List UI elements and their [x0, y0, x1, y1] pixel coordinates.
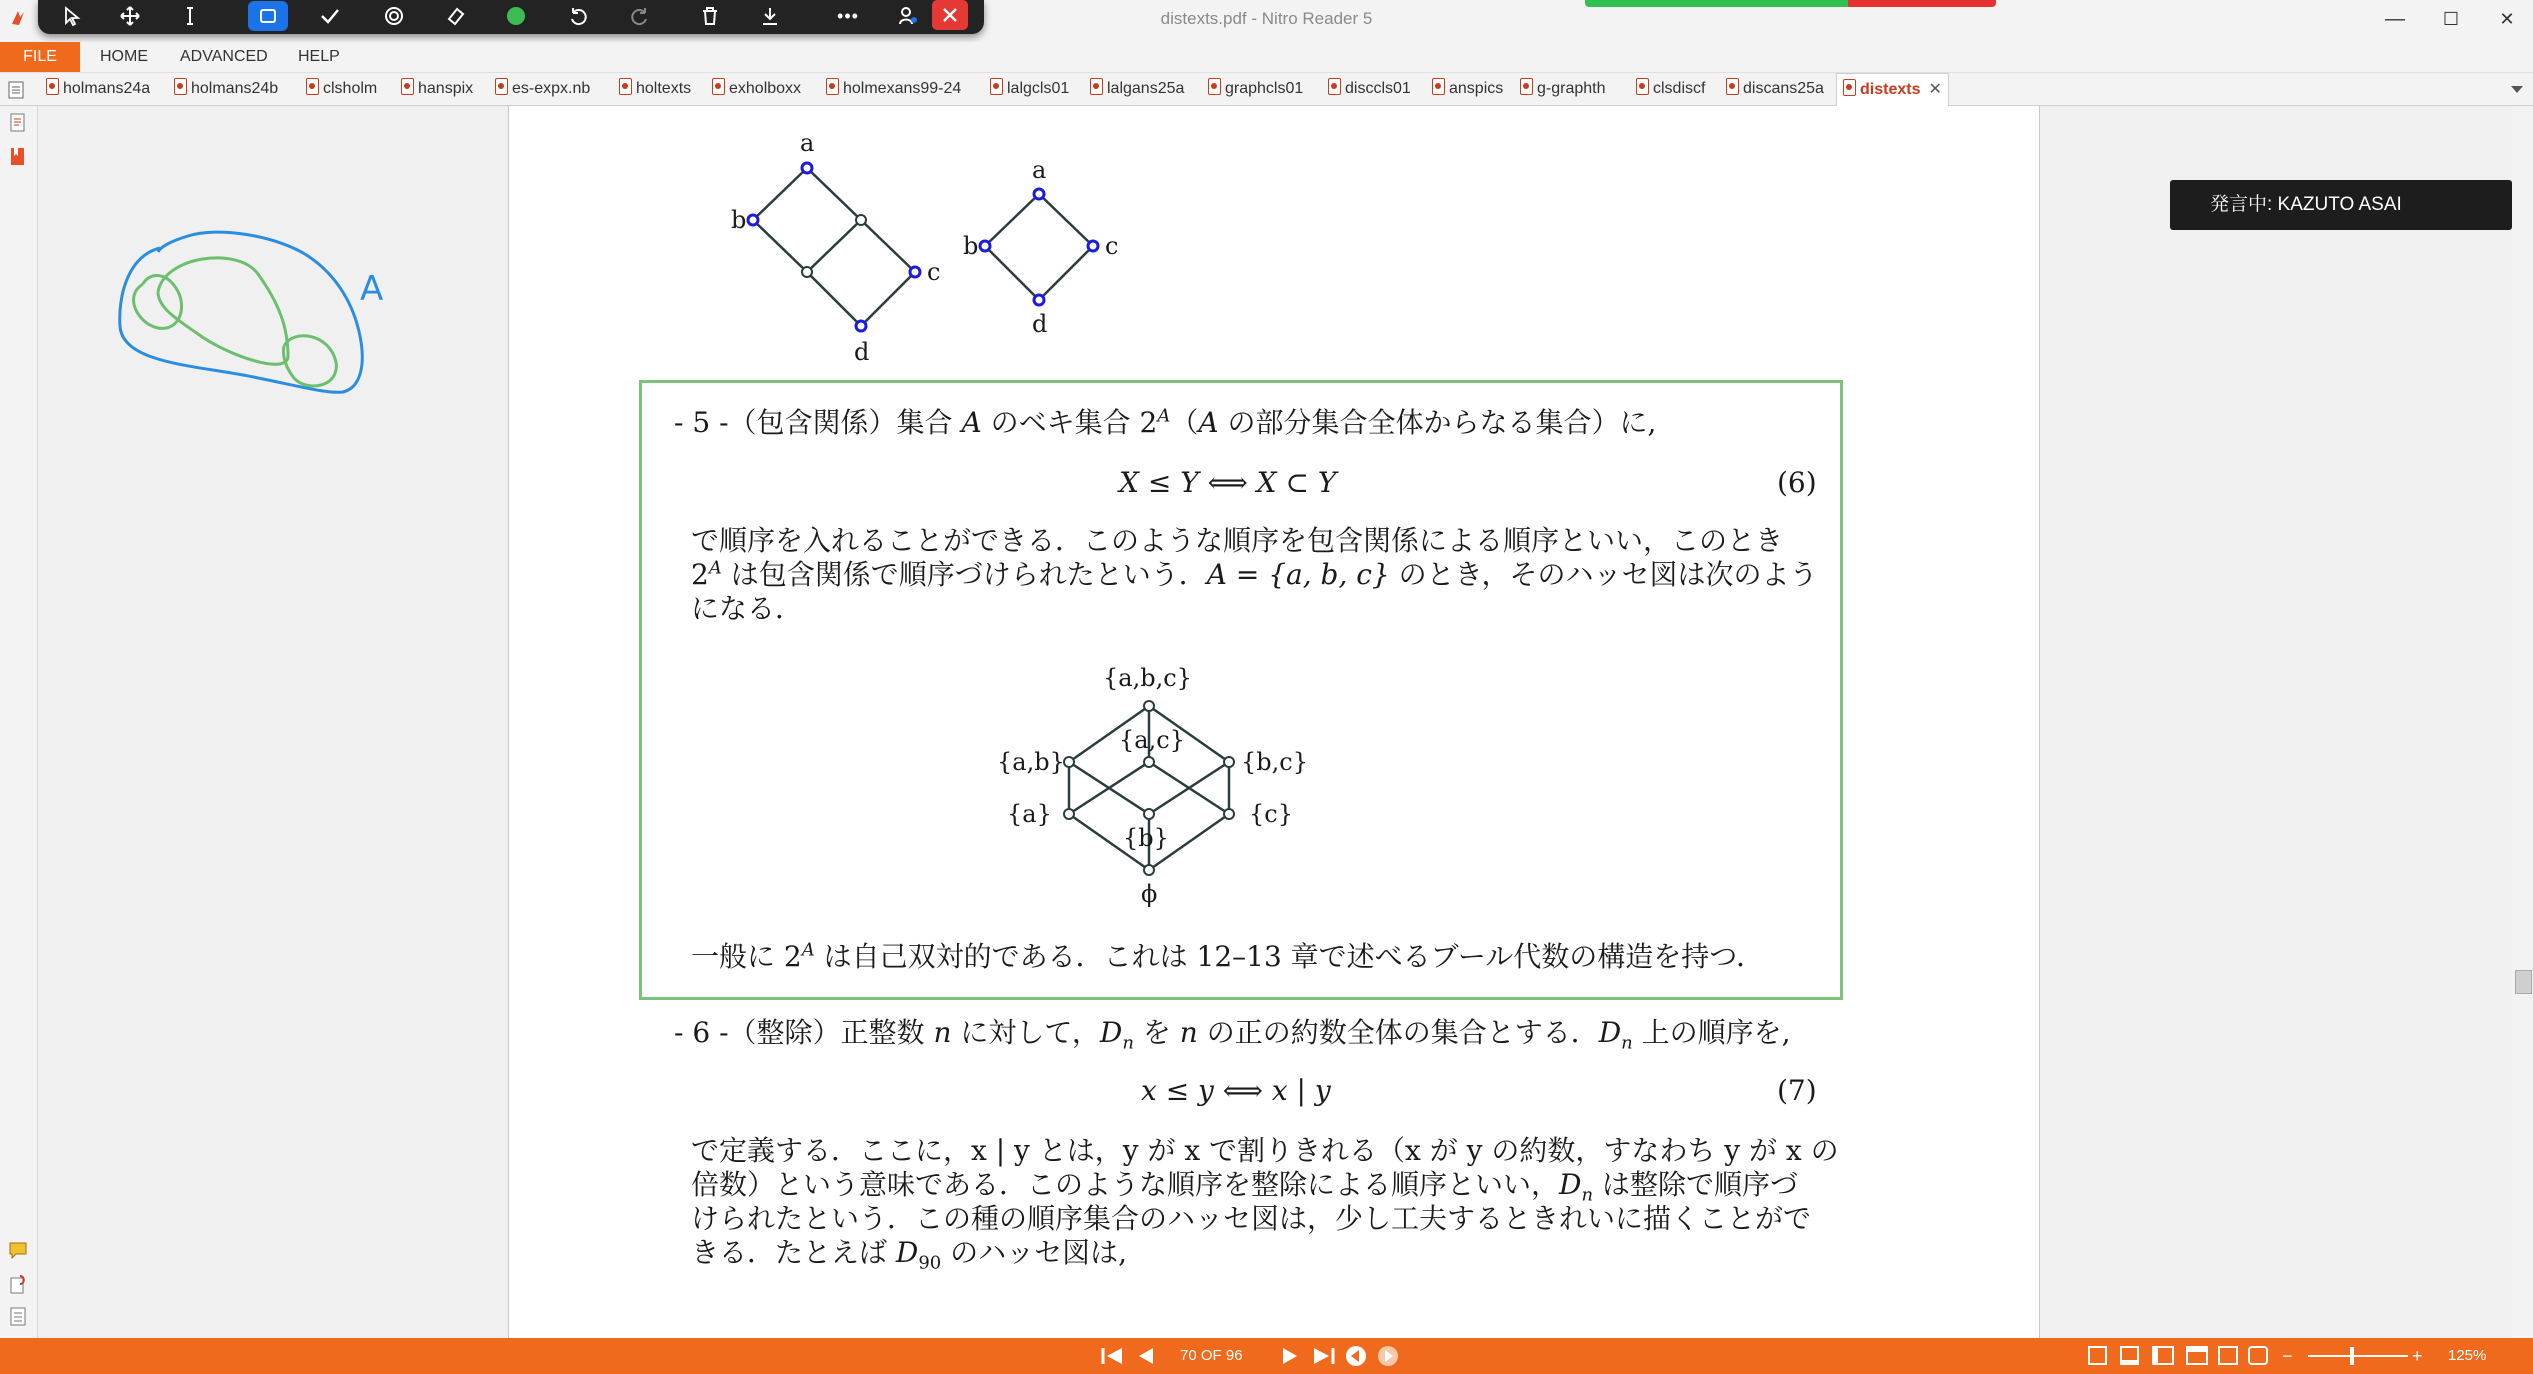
last-page-icon[interactable]	[1310, 1344, 1336, 1368]
subset-circle-3	[283, 336, 336, 386]
rectangle-icon[interactable]	[248, 1, 288, 31]
tab-clsdiscf[interactable]: clsdiscf	[1636, 73, 1705, 105]
zoom-slider[interactable]	[2308, 1355, 2408, 1357]
pdf-file-icon	[712, 78, 725, 95]
trash-icon[interactable]	[690, 1, 730, 31]
node-left-a	[802, 163, 812, 173]
hasse-node-ac	[1144, 757, 1154, 767]
node-left-mid	[802, 267, 812, 277]
download-icon[interactable]	[750, 1, 790, 31]
pdf-file-icon	[46, 78, 59, 95]
node-right-b	[980, 241, 990, 251]
pdf-file-icon	[1520, 78, 1533, 95]
document-tab-bar	[0, 73, 2533, 106]
restore-button[interactable]: ☐	[2442, 9, 2460, 29]
tab-hanspix[interactable]: hanspix	[401, 73, 473, 105]
menu-help[interactable]: HELP	[298, 48, 340, 65]
label-left-a: a	[800, 129, 815, 157]
pdf-page	[508, 106, 2040, 1338]
checkmark-icon[interactable]	[310, 1, 350, 31]
box-paragraph-line-2: $2^A$ は包含関係で順序づけられたという．A = {a, b, c} のとき，そのハッセ図は次のよう	[691, 557, 1818, 591]
undo-icon[interactable]	[558, 1, 598, 31]
menu-advanced[interactable]: ADVANCED	[180, 48, 268, 65]
equation-6-number: (6)	[1777, 466, 1817, 499]
facing-view-icon[interactable]	[2152, 1346, 2174, 1365]
hasse-label-c: {c}	[1249, 800, 1293, 828]
tab-lalgcls01[interactable]: lalgcls01	[990, 73, 1069, 105]
presence-indicator-green	[1585, 0, 1848, 7]
bookmarks-icon[interactable]	[8, 146, 28, 168]
equation-7-number: (7)	[1777, 1074, 1817, 1107]
hasse-node-c	[1224, 809, 1234, 819]
continuous-view-icon[interactable]	[2120, 1346, 2139, 1365]
thumbnails-icon[interactable]	[8, 112, 28, 134]
pdf-file-icon	[1843, 79, 1856, 96]
tab-holmexans99-24[interactable]: holmexans99-24	[826, 73, 961, 105]
stamp-icon[interactable]	[374, 1, 414, 31]
section-6-paragraph-line-3: けられたという．この種の順序集合のハッセ図は，少し工夫するときれいに描くことがで	[691, 1202, 1812, 1235]
text-cursor-icon[interactable]	[170, 1, 210, 31]
tab-disccls01[interactable]: disccls01	[1328, 73, 1411, 105]
hasse-node-abc	[1144, 701, 1154, 711]
single-page-view-icon[interactable]	[2088, 1346, 2107, 1365]
drawing-toolbar	[38, 0, 984, 34]
close-window-button[interactable]: ✕	[2499, 9, 2515, 29]
pdf-file-icon	[1090, 78, 1103, 95]
hasse-label-abc: {a,b,c}	[1103, 664, 1192, 692]
node-right-a	[1034, 189, 1044, 199]
diagram-left-edges-lower	[807, 220, 915, 326]
pdf-file-icon	[401, 78, 414, 95]
document-viewport[interactable]	[38, 106, 2512, 1338]
annotation-label-a: A	[360, 269, 384, 309]
move-icon[interactable]	[110, 1, 150, 31]
node-left-b	[748, 215, 758, 225]
pdf-file-icon	[495, 78, 508, 95]
pdf-file-icon	[1636, 78, 1649, 95]
tab-close-icon[interactable]: ✕	[1928, 81, 1942, 98]
label-right-b: b	[963, 232, 979, 260]
tab-holmans24a[interactable]: holmans24a	[46, 73, 150, 105]
node-left-c	[910, 267, 920, 277]
color-dot-icon[interactable]	[496, 1, 536, 31]
zoom-in-button[interactable]: +	[2412, 1346, 2423, 1366]
hasse-label-bc: {b,c}	[1241, 748, 1308, 776]
pdf-file-icon	[1432, 78, 1445, 95]
layers-icon[interactable]	[8, 1306, 28, 1328]
hasse-node-bc	[1224, 757, 1234, 767]
eraser-icon[interactable]	[436, 1, 476, 31]
window-title: distexts.pdf - Nitro Reader 5	[1160, 9, 1373, 28]
first-page-icon[interactable]	[1100, 1344, 1126, 1368]
hasse-node-a	[1064, 809, 1074, 819]
tab-holmans24b[interactable]: holmans24b	[174, 73, 278, 105]
tab-es-expx[interactable]: es-expx.nb	[495, 73, 590, 105]
close-icon[interactable]	[932, 0, 968, 30]
page-list-icon[interactable]	[8, 81, 24, 99]
node-left-d	[856, 321, 866, 331]
pdf-file-icon	[990, 78, 1003, 95]
previous-page-icon[interactable]	[1136, 1344, 1156, 1368]
left-side-panel	[0, 106, 38, 1338]
zoom-out-button[interactable]: −	[2282, 1346, 2293, 1366]
top-hasse-diagrams	[659, 106, 1159, 376]
next-view-icon[interactable]	[1376, 1344, 1400, 1368]
speaking-indicator: 発言中: KAZUTO ASAI	[2170, 180, 2512, 230]
diagram-left-edges-upper	[753, 168, 861, 272]
fit-width-icon[interactable]	[2218, 1346, 2238, 1365]
vertical-scrollbar[interactable]	[2512, 106, 2533, 1338]
section-6-line-1: - 6 -（整除）正整数 n に対して，$D_n$ を n の正の約数全体の集合とする．$D_n$ 上の順序を,	[674, 1016, 1791, 1054]
label-left-b: b	[731, 206, 747, 234]
tab-overflow-chevron-icon[interactable]	[2510, 85, 2524, 95]
tab-exholboxx[interactable]: exholboxx	[712, 73, 801, 105]
menu-file[interactable]: FILE	[0, 42, 80, 72]
hasse-label-a: {a}	[1007, 800, 1052, 828]
hasse-node-empty	[1144, 865, 1154, 875]
node-right-c	[1088, 241, 1098, 251]
pdf-file-icon	[1726, 78, 1739, 95]
hasse-label-ac: {a,c}	[1119, 726, 1185, 754]
pdf-file-icon	[826, 78, 839, 95]
freehand-annotation[interactable]	[98, 216, 518, 456]
hasse-node-b	[1144, 809, 1154, 819]
box-paragraph-line-1: で順序を入れることができる．このような順序を包含関係による順序といい，このとき	[691, 524, 1784, 557]
equation-7: x ≤ y ⟺ x | y	[1141, 1074, 1331, 1107]
pdf-file-icon	[1328, 78, 1341, 95]
tab-lalgans25a[interactable]: lalgans25a	[1090, 73, 1184, 105]
redo-icon[interactable]	[620, 1, 660, 31]
node-left-mid2	[856, 215, 866, 225]
comments-icon[interactable]	[8, 1240, 28, 1262]
tab-anspics[interactable]: anspics	[1432, 73, 1503, 105]
minimize-button[interactable]: —	[2385, 8, 2405, 30]
section-6-paragraph-line-4: きる．たとえば $D_{90}$ のハッセ図は,	[691, 1236, 1128, 1274]
label-right-d: d	[1032, 310, 1048, 338]
box-line-1: - 5 -（包含関係）集合 A のベキ集合 $2^A(A$ の部分集合全体からなる集合）に,	[674, 405, 1657, 439]
hasse-label-b: {b}	[1123, 824, 1169, 852]
hasse-node-ab	[1064, 757, 1074, 767]
zoom-level[interactable]: 125%	[2448, 1347, 2487, 1364]
label-right-a: a	[1032, 156, 1047, 184]
attachments-icon[interactable]	[8, 1274, 28, 1296]
pdf-file-icon	[306, 78, 319, 95]
tab-distexts[interactable]: distexts ✕	[1836, 73, 1949, 106]
set-a-outline	[120, 232, 363, 392]
node-right-d	[1034, 295, 1044, 305]
zoom-slider-thumb[interactable]	[2350, 1347, 2354, 1365]
facing-continuous-view-icon[interactable]	[2186, 1346, 2208, 1365]
section-6-paragraph-line-1: で定義する．ここに，x | y とは，y が x で割りきれる（x が y の約数，すなわち y が x の	[691, 1134, 1839, 1167]
tab-clsholm[interactable]: clsholm	[306, 73, 377, 105]
menu-home[interactable]: HOME	[100, 48, 148, 65]
subset-circle-2	[158, 258, 288, 364]
label-left-c: c	[927, 258, 941, 286]
label-right-c: c	[1105, 232, 1119, 260]
subset-circle-1	[134, 276, 182, 329]
box-paragraph-line-3: になる．	[691, 592, 804, 625]
section-6-paragraph-line-2: 倍数）という意味である．このような順序を整除による順序といい，$D_n$ は整除で順序づ	[691, 1168, 1798, 1206]
tab-discans25a[interactable]: discans25a	[1726, 73, 1824, 105]
fullscreen-icon[interactable]	[2248, 1346, 2268, 1365]
user-share-icon[interactable]	[888, 1, 928, 31]
select-arrow-icon[interactable]	[52, 1, 92, 31]
scroll-thumb[interactable]	[2515, 970, 2532, 994]
pdf-file-icon	[1208, 78, 1221, 95]
presence-indicator-red	[1848, 0, 1996, 7]
hasse-label-empty: ϕ	[1141, 880, 1158, 908]
ribbon-menu	[0, 42, 2533, 73]
pdf-file-icon	[174, 78, 187, 95]
more-icon[interactable]: •••	[837, 5, 859, 26]
box-final-line: 一般に $2^A$ は自己双対的である．これは 12–13 章で述べるブール代数の構造を持つ．	[691, 939, 1765, 973]
power-set-hasse-diagram	[949, 646, 1349, 946]
hasse-label-ab: {a,b}	[997, 748, 1065, 776]
label-left-d: d	[854, 338, 870, 366]
previous-view-icon[interactable]	[1344, 1344, 1368, 1368]
equation-6: X ≤ Y ⟺ X ⊂ Y	[1119, 466, 1337, 499]
page-number-indicator[interactable]: 70 OF 96	[1180, 1347, 1243, 1364]
pdf-file-icon	[619, 78, 632, 95]
tab-g-graphth[interactable]: g-graphth	[1520, 73, 1606, 105]
tab-graphcls01[interactable]: graphcls01	[1208, 73, 1303, 105]
tab-holtexts[interactable]: holtexts	[619, 73, 691, 105]
status-bar	[0, 1338, 2533, 1374]
diagram-right-edges	[985, 194, 1093, 300]
next-page-icon[interactable]	[1280, 1344, 1300, 1368]
